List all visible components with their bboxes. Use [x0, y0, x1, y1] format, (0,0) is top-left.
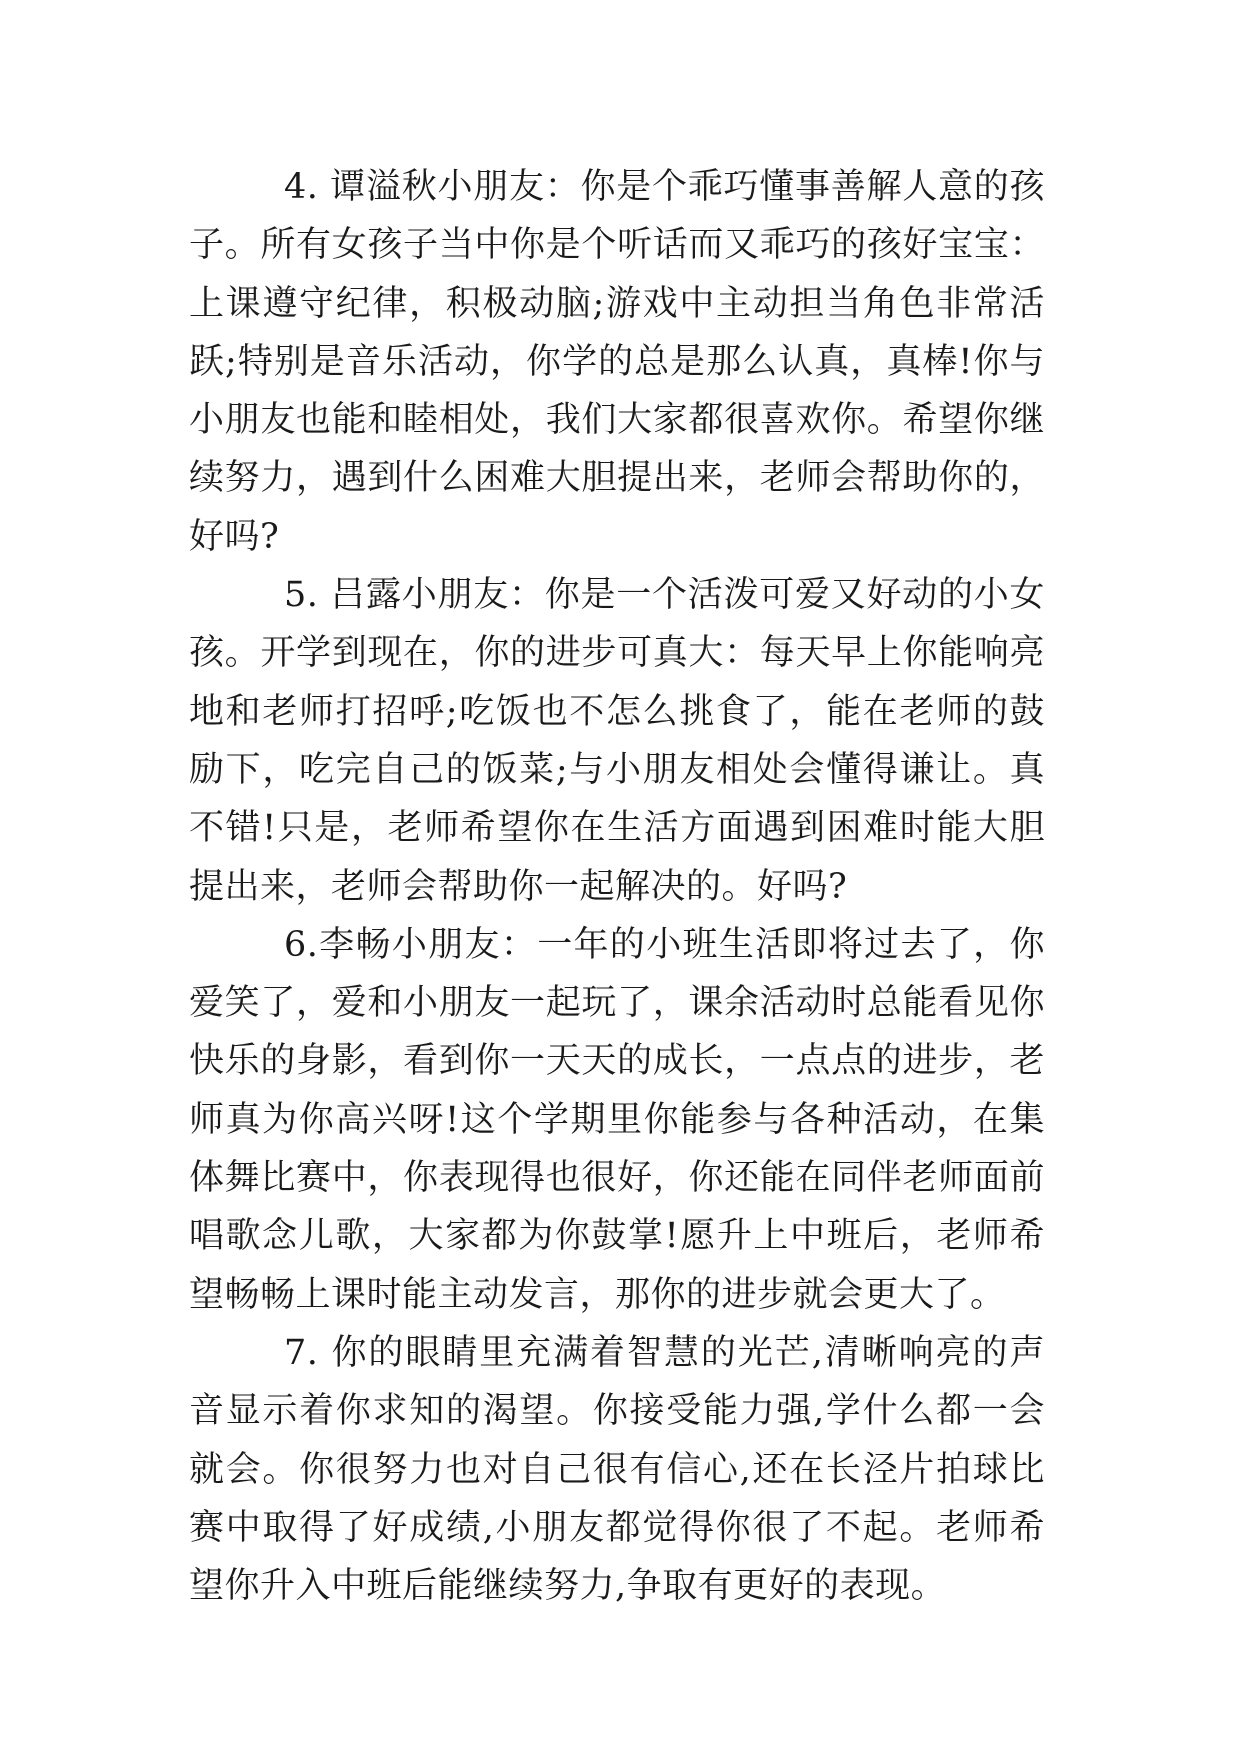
comment-paragraph-4: 4. 谭溢秋小朋友：你是个乖巧懂事善解人意的孩子。所有女孩子当中你是个听话而又乖巧的孩好宝宝：上课遵守纪律，积极动脑;游戏中主动担当角色非常活跃;特别是音乐活动，你学的总是那么认真，真棒!你与小朋友也能和睦相处，我们大家都很喜欢你。希望你继续努力，遇到什么困难大胆提出来，老师会帮助你的，好吗? — [189, 167, 1045, 557]
document-body — [189, 158, 1045, 1615]
comment-paragraph-6: 6.李畅小朋友：一年的小班生活即将过去了，你爱笑了，爱和小朋友一起玩了，课余活动时总能看见你快乐的身影，看到你一天天的成长，一点点的进步，老师真为你高兴呀!这个学期里你能参与各种活动，在集体舞比赛中，你表现得也很好，你还能在同伴老师面前唱歌念儿歌，大家都为你鼓掌!愿升上中班后，老师希望畅畅上课时能主动发言，那你的进步就会更大了。 — [189, 924, 1045, 1315]
comment-paragraph-5: 5. 吕露小朋友：你是一个活泼可爱又好动的小女孩。开学到现在，你的进步可真大：每天早上你能响亮地和老师打招呼;吃饭也不怎么挑食了，能在老师的鼓励下，吃完自己的饭菜;与小朋友相处会懂得谦让。真不错!只是，老师希望你在生活方面遇到困难时能大胆提出来，老师会帮助你一起解决的。好吗? — [189, 575, 1045, 907]
comment-paragraph-7: 7. 你的眼睛里充满着智慧的光芒,清晰响亮的声音显示着你求知的渴望。你接受能力强,学什么都一会就会。你很努力也对自己很有信心,还在长泾片拍球比赛中取得了好成绩,小朋友都觉得你很了不起。老师希望你升入中班后能继续努力,争取有更好的表现。 — [189, 1332, 1045, 1607]
